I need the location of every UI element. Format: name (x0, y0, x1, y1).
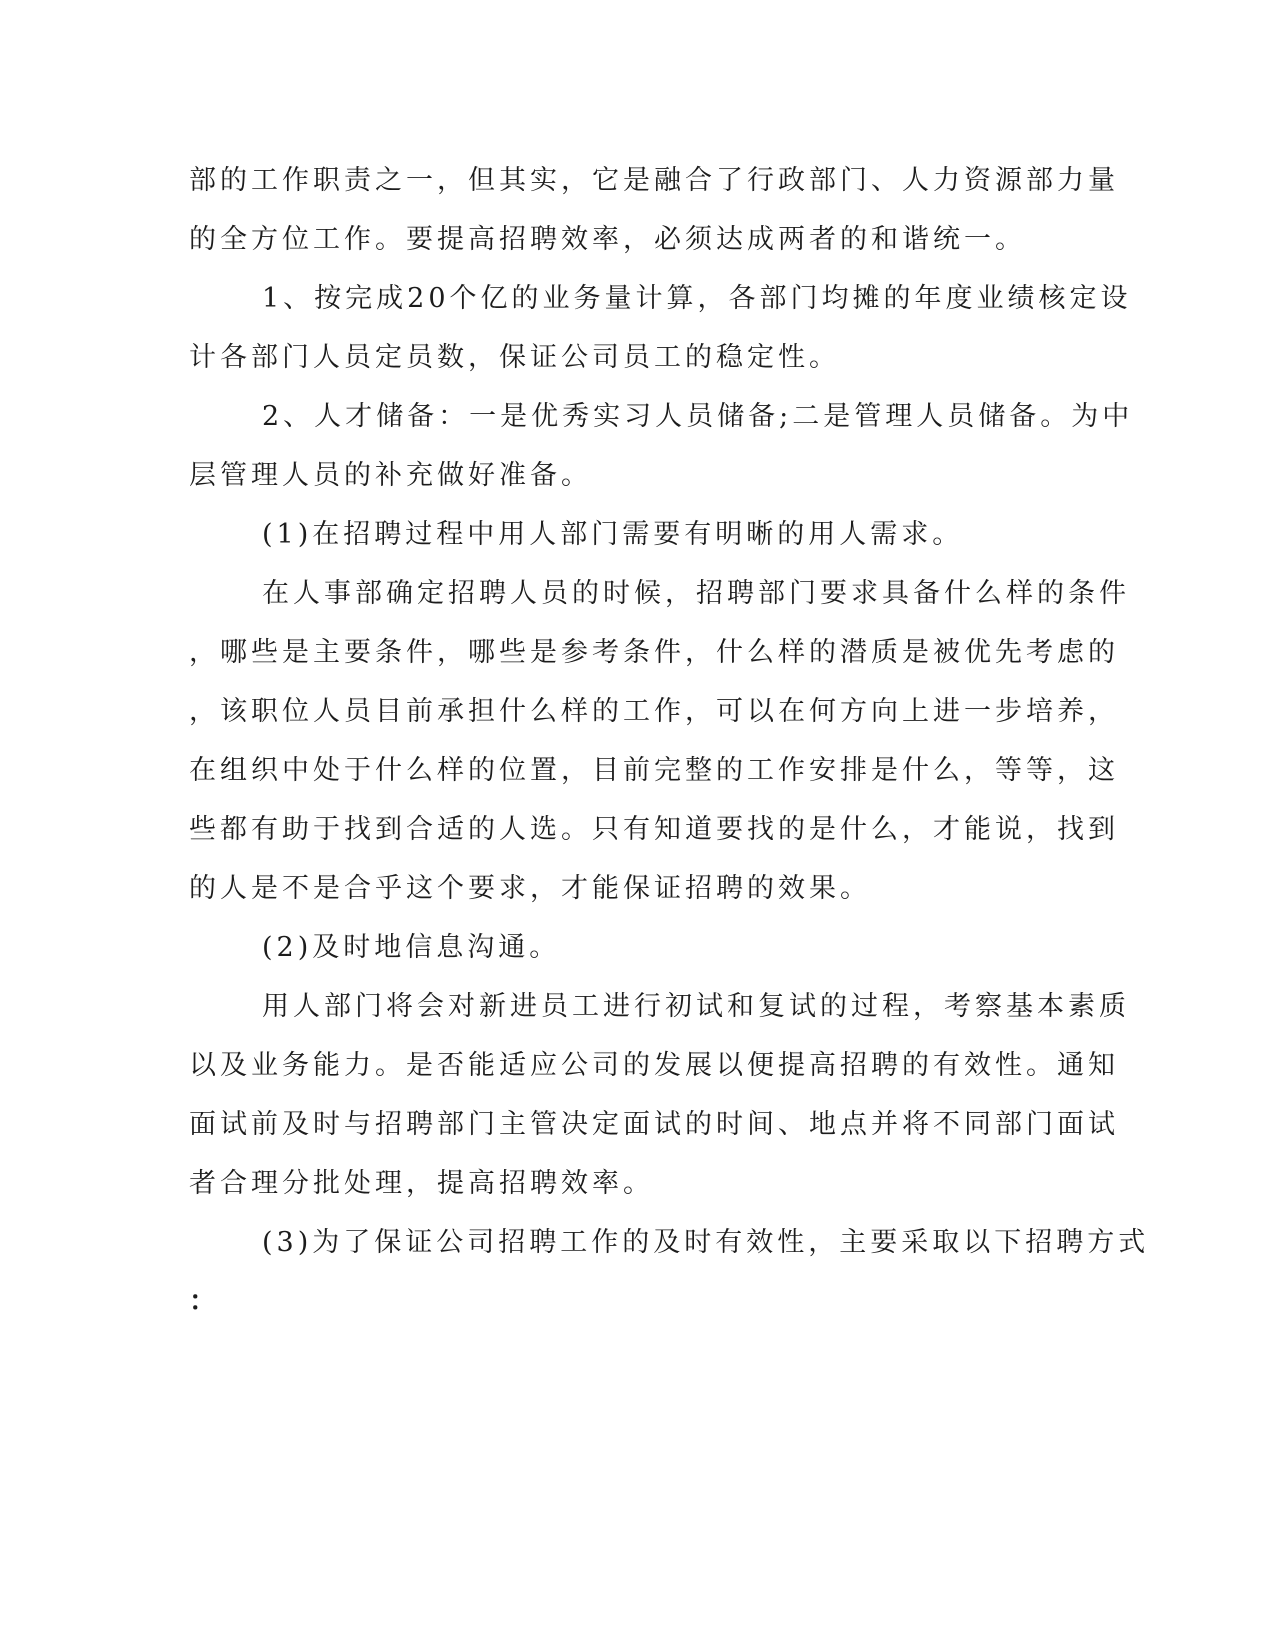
paragraph-line: 部的工作职责之一，但其实，它是融合了行政部门、人力资源部力量 (189, 165, 1119, 196)
subheading-2: (2)及时地信息沟通。 (262, 932, 561, 963)
subheading-3: (3)为了保证公司招聘工作的及时有效性，主要采取以下招聘方式 (262, 1227, 1150, 1258)
paragraph-line: 者合理分批处理，提高招聘效率。 (189, 1168, 654, 1199)
subheading-1: (1)在招聘过程中用人部门需要有明晰的用人需求。 (262, 519, 964, 550)
paragraph-line: ，哪些是主要条件，哪些是参考条件，什么样的潜质是被优先考虑的 (189, 637, 1119, 668)
paragraph-line: 些都有助于找到合适的人选。只有知道要找的是什么，才能说，找到 (189, 814, 1119, 845)
paragraph-line: 以及业务能力。是否能适应公司的发展以便提高招聘的有效性。通知 (189, 1050, 1119, 1081)
paragraph-line: ，该职位人员目前承担什么样的工作，可以在何方向上进一步培养， (189, 696, 1119, 727)
paragraph-line: 的全方位工作。要提高招聘效率，必须达成两者的和谐统一。 (189, 224, 1026, 255)
paragraph-line: 的人是不是合乎这个要求，才能保证招聘的效果。 (189, 873, 871, 904)
list-item-1-line: 计各部门人员定员数，保证公司员工的稳定性。 (189, 342, 840, 373)
paragraph-line: 在组织中处于什么样的位置，目前完整的工作安排是什么，等等，这 (189, 755, 1119, 786)
paragraph-line: 用人部门将会对新进员工进行初试和复试的过程，考察基本素质 (262, 991, 1130, 1022)
list-item-2-line: 2、人才储备：一是优秀实习人员储备;二是管理人员储备。为中 (262, 401, 1134, 432)
paragraph-line: 面试前及时与招聘部门主管决定面试的时间、地点并将不同部门面试 (189, 1109, 1119, 1140)
list-item-2-line: 层管理人员的补充做好准备。 (189, 460, 592, 491)
list-item-1-line: 1、按完成20个亿的业务量计算，各部门均摊的年度业绩核定设 (262, 283, 1132, 314)
trailing-colon: ： (189, 1286, 220, 1317)
paragraph-line: 在人事部确定招聘人员的时候，招聘部门要求具备什么样的条件 (262, 578, 1130, 609)
